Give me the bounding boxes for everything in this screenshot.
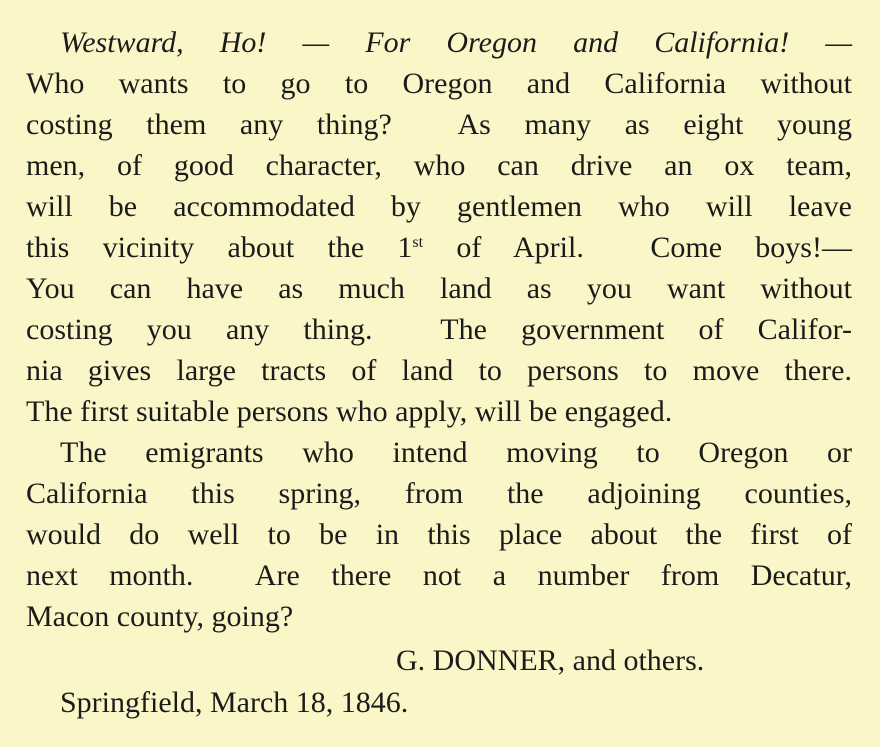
paragraph-two (26, 432, 852, 637)
text-line: California this spring, from the adjoining counties, (26, 477, 852, 510)
text-line: will be accommodated by gentlemen who will leave (26, 190, 852, 223)
text-line: The emigrants who intend moving to Oregon or (60, 436, 852, 469)
text-line: Who wants to go to Oregon and California without (26, 67, 852, 100)
text-line: next month. Are there not a number from Decatur, (26, 559, 852, 592)
text-line: would do well to be in this place about the first of (26, 518, 852, 551)
paragraph-one (26, 63, 852, 432)
text-line: men, of good character, who can drive an ox team, (26, 149, 852, 182)
text-line: The first suitable persons who apply, will be engaged. (26, 395, 673, 428)
text-line: costing you any thing. The government of Califor- (26, 313, 852, 346)
text-line-with-superscript (26, 227, 852, 268)
text-segment: this vicinity about the 1 (26, 231, 413, 264)
dateline: Springfield, March 18, 1846. (60, 686, 409, 719)
text-line: You can have as much land as you want without (26, 272, 852, 305)
text-segment: of April. Come boys!— (423, 231, 852, 264)
notice-title: Westward, Ho! — For Oregon and California! — (60, 26, 852, 59)
text-line: costing them any thing? As many as eight young (26, 108, 852, 141)
signature: G. DONNER, and others. (396, 644, 705, 677)
ordinal-superscript: st (412, 234, 424, 251)
text-line: Macon county, going? (26, 600, 294, 633)
text-line: nia gives large tracts of land to persons to move there. (26, 354, 852, 387)
